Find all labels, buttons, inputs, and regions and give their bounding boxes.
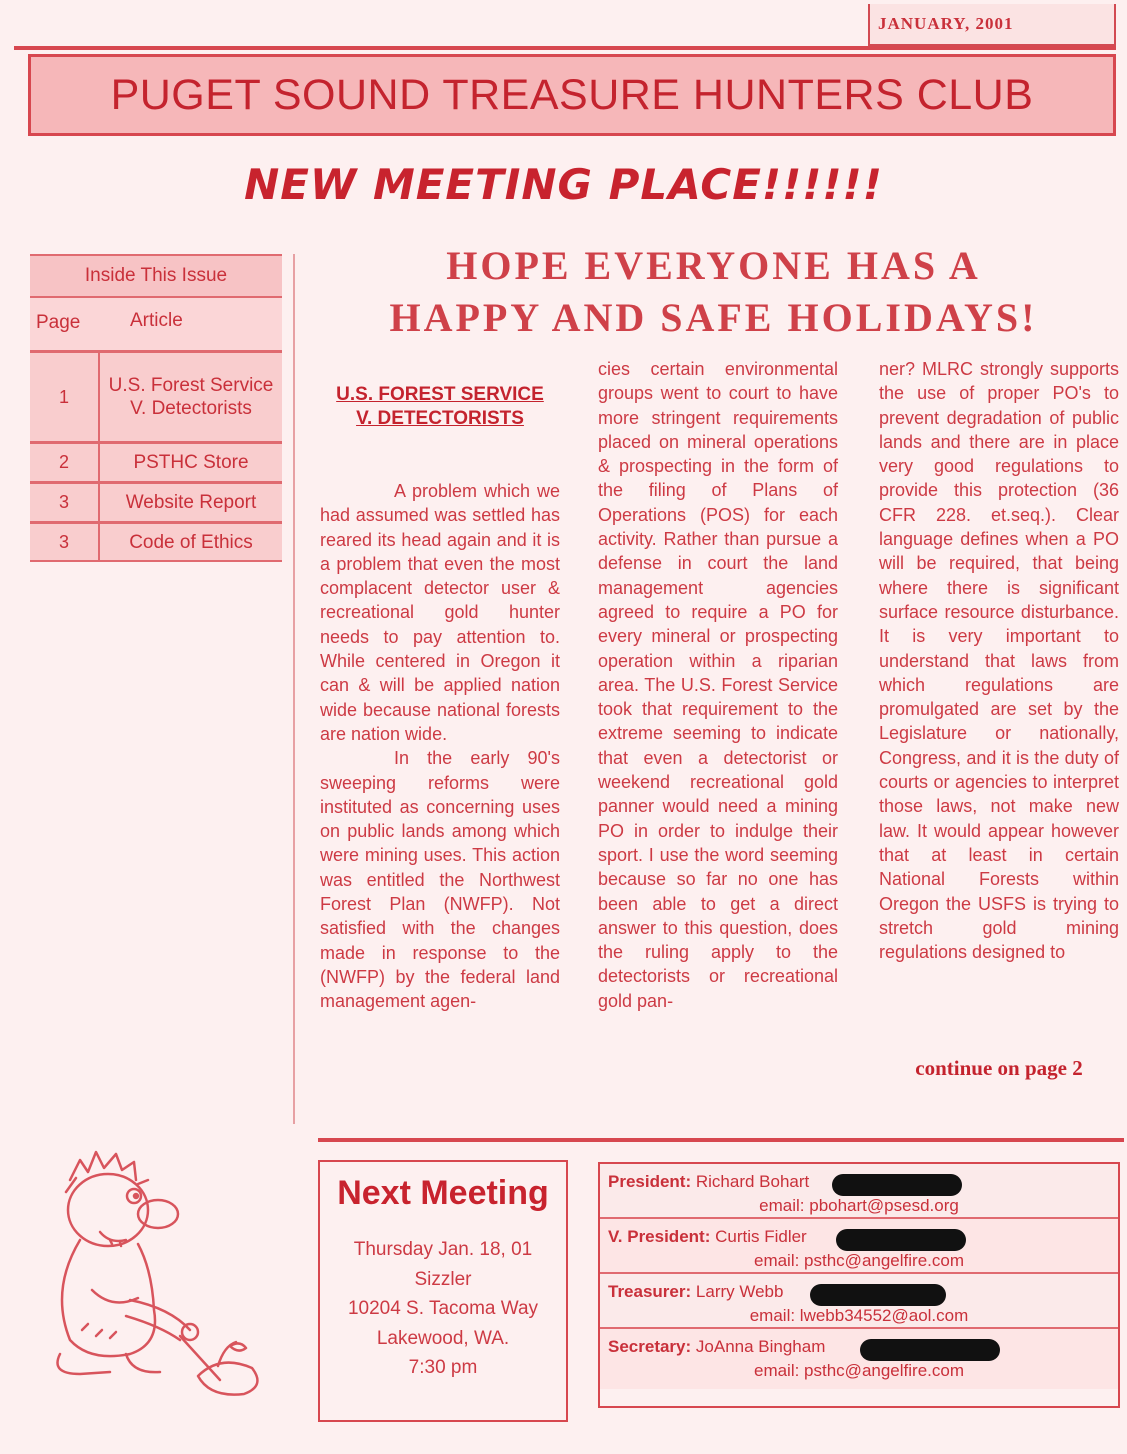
officer-email[interactable]: email: lwebb34552@aol.com <box>749 1306 969 1325</box>
article-column-3 <box>879 357 1119 964</box>
meeting-date: Thursday Jan. 18, 01 <box>353 1239 533 1260</box>
toc-title: Inside This Issue <box>30 256 282 296</box>
article-title <box>320 383 560 431</box>
next-meeting-box <box>318 1160 568 1422</box>
next-meeting-title: Next Meeting <box>337 1174 549 1212</box>
toc-col-page: Page <box>36 312 81 333</box>
redaction-bar <box>810 1284 946 1306</box>
officer-role: Secretary: <box>608 1337 692 1356</box>
toc-col-article: Article <box>130 310 183 331</box>
toc-bottom-rule <box>30 560 282 562</box>
article-paragraph: A problem which we had assumed was settled has reared its head again and it is a problem that even the most complacent detector user & recreational gold hunter needs to pay attention to. While centered in Oregon it can & will be applied nation wide because national forests are nation wide. <box>320 481 560 744</box>
article-column-2 <box>598 357 838 1013</box>
article-column-1 <box>320 383 560 1014</box>
toc-row[interactable] <box>30 441 282 481</box>
article-paragraph: cies certain environmental groups went to court to have more stringent requirements placed on mineral operations & prospecting in the form of the filing of Plans of Operations (POS) for each activity. Rather than pursue a defense in court the land management agencies agreed to require a PO for every mineral or prospecting operation within a riparian area. The U.S. Forest Service took that requirement to the extreme seeming to indicate that even a detectorist or weekend recreational gold panner would need a mining PO in order to indulge their sport. I use the word seeming because so far no one has been able to get a direct answer to this question, does the ruling apply to the detectorists or recreational gold pan- <box>598 359 838 1011</box>
sidebar-divider <box>293 254 295 1124</box>
masthead <box>28 54 1116 136</box>
toc-column-headers <box>30 296 282 350</box>
newsletter-title: PUGET SOUND TREASURE HUNTERS CLUB <box>110 70 1034 119</box>
officer-role: Treasurer: <box>608 1282 692 1301</box>
article-paragraph: In the early 90's sweeping reforms were instituted as concerning uses on public lands among which were mining uses. This action was entitled the Northwest Forest Plan (NWFP). Not satisfied with the changes made in response to the (NWFP) by the federal land management agen- <box>320 748 560 1012</box>
toc-page-number: 1 <box>30 353 100 441</box>
officer-row <box>600 1219 1118 1274</box>
officer-name: Larry Webb <box>695 1282 784 1301</box>
officer-row <box>600 1164 1118 1219</box>
officer-role: V. President: <box>608 1227 711 1246</box>
toc-row[interactable] <box>30 521 282 561</box>
toc-article-title: U.S. Forest Service V. Detectorists <box>108 375 274 419</box>
issue-date: JANUARY, 2001 <box>868 4 1116 46</box>
meeting-city: Lakewood, WA. <box>376 1327 510 1349</box>
article-title-line-1: U.S. FOREST SERVICE <box>336 384 544 405</box>
toc-page-number: 3 <box>30 524 100 561</box>
officer-name: JoAnna Bingham <box>695 1337 826 1356</box>
continue-link[interactable]: continue on page 2 <box>915 1056 1083 1080</box>
article-title-line-2: V. DETECTORISTS <box>356 408 524 429</box>
officer-row <box>600 1274 1118 1329</box>
meeting-venue: Sizzler <box>414 1268 472 1290</box>
headline-line-1: HOPE EVERYONE HAS A <box>446 243 981 288</box>
officer-name: Richard Bohart <box>695 1172 810 1191</box>
officer-role: President: <box>608 1172 692 1191</box>
toc-article-title: Code of Ethics <box>129 532 253 553</box>
redaction-bar <box>836 1229 966 1251</box>
officers-box <box>598 1162 1120 1408</box>
toc-page-number: 3 <box>30 484 100 521</box>
officer-email[interactable]: email: psthc@angelfire.com <box>753 1361 964 1380</box>
toc-row[interactable] <box>30 481 282 521</box>
meeting-street: 10204 S. Tacoma Way <box>347 1298 539 1319</box>
table-of-contents <box>30 256 282 561</box>
officer-name: Curtis Fidler <box>715 1227 807 1246</box>
redaction-bar <box>832 1174 962 1196</box>
toc-article-title: PSTHC Store <box>133 452 249 473</box>
headline-line-2: HAPPY AND SAFE HOLIDAYS! <box>389 295 1038 340</box>
officer-row <box>600 1329 1118 1389</box>
redaction-bar <box>860 1339 1000 1361</box>
toc-article-title: Website Report <box>125 492 257 513</box>
toc-row[interactable] <box>30 350 282 441</box>
article-paragraph: ner? MLRC strongly supports the use of proper PO's to prevent degradation of public lands and there are in place very good regulations to provide this protection (36 CFR 228. et.seq.). Clear language defines when a PO will be required, that being where there is significant surface resource disturbance. It is very important to understand that laws from which regulations are promulgated are set by the Legislature or nationally, Congress, and it is the duty of courts or agencies to interpret those laws, not make new law. It would appear however that at least in certain National Forests within Oregon the USFS is trying to stretch gold mining regulations designed to <box>879 359 1119 963</box>
meeting-time: 7:30 pm <box>408 1357 478 1378</box>
caveman-digging-icon <box>30 1140 290 1400</box>
holiday-headline <box>300 240 1127 344</box>
officer-email[interactable]: email: pbohart@psesd.org <box>759 1196 959 1215</box>
toc-page-number: 2 <box>30 444 100 481</box>
masthead-top-rule <box>14 46 1116 50</box>
section-divider <box>318 1138 1124 1142</box>
officer-email[interactable]: email: psthc@angelfire.com <box>753 1251 964 1270</box>
announcement-banner: NEW MEETING PLACE!!!!!! <box>244 160 883 209</box>
